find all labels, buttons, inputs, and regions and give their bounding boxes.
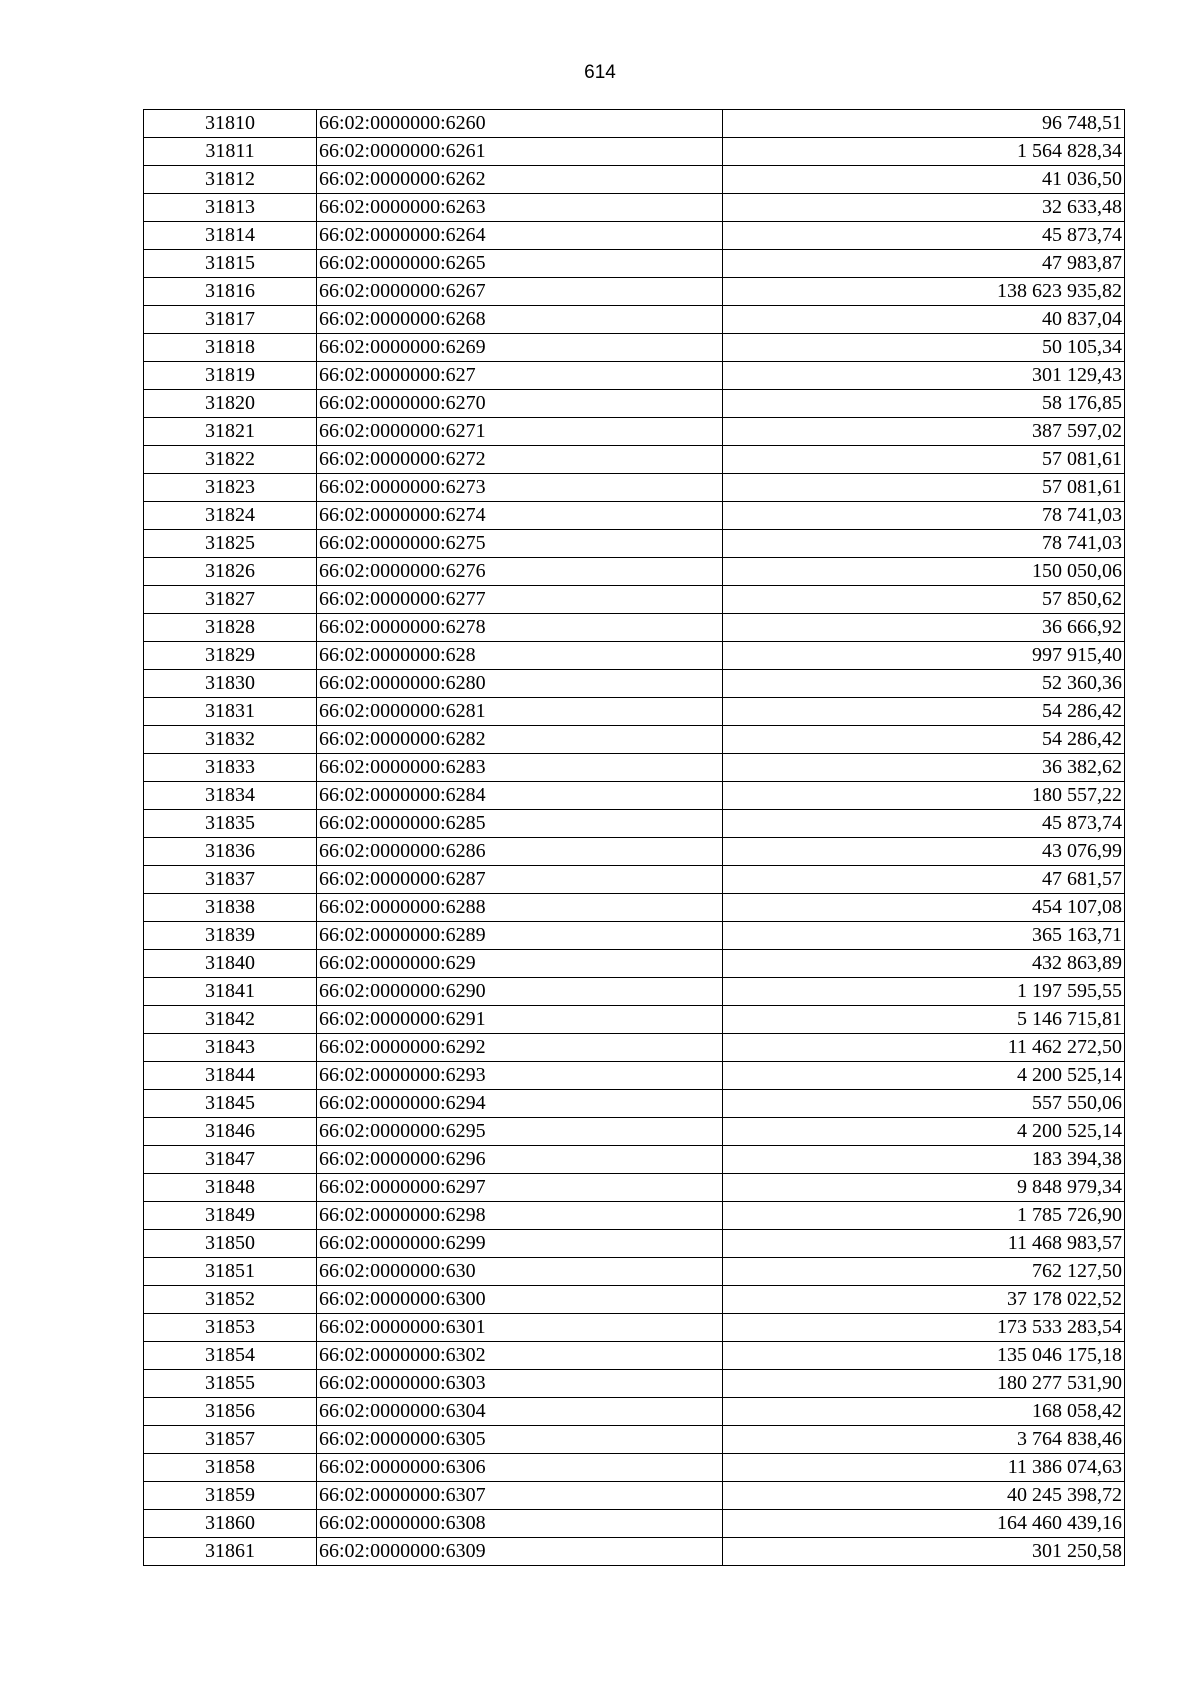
cadastral-value-cell: 4 200 525,14 [723, 1118, 1125, 1146]
row-number-cell: 31824 [144, 502, 317, 530]
table-row [144, 1006, 1125, 1034]
row-number-cell: 31852 [144, 1286, 317, 1314]
row-number-cell: 31817 [144, 306, 317, 334]
cadastral-number-cell: 66:02:0000000:6282 [317, 726, 723, 754]
cadastral-number-cell: 66:02:0000000:6292 [317, 1034, 723, 1062]
table-row [144, 698, 1125, 726]
row-number-cell: 31822 [144, 446, 317, 474]
row-number-cell: 31841 [144, 978, 317, 1006]
cadastral-number-cell: 66:02:0000000:6287 [317, 866, 723, 894]
row-number-cell: 31836 [144, 838, 317, 866]
table-row [144, 278, 1125, 306]
cadastral-number-cell: 66:02:0000000:627 [317, 362, 723, 390]
cadastral-value-cell: 997 915,40 [723, 642, 1125, 670]
cadastral-number-cell: 66:02:0000000:6269 [317, 334, 723, 362]
cadastral-number-cell: 66:02:0000000:6278 [317, 614, 723, 642]
table-row [144, 446, 1125, 474]
cadastral-number-cell: 66:02:0000000:6296 [317, 1146, 723, 1174]
row-number-cell: 31837 [144, 866, 317, 894]
table-row [144, 950, 1125, 978]
page-number: 614 [584, 62, 616, 83]
row-number-cell: 31825 [144, 530, 317, 558]
cadastral-number-cell: 66:02:0000000:6300 [317, 1286, 723, 1314]
cadastral-number-cell: 66:02:0000000:6283 [317, 754, 723, 782]
cadastral-value-cell: 11 386 074,63 [723, 1454, 1125, 1482]
cadastral-number-cell: 66:02:0000000:6264 [317, 222, 723, 250]
row-number-cell: 31847 [144, 1146, 317, 1174]
cadastral-value-cell: 173 533 283,54 [723, 1314, 1125, 1342]
cadastral-value-cell: 180 277 531,90 [723, 1370, 1125, 1398]
cadastral-number-cell: 66:02:0000000:6272 [317, 446, 723, 474]
cadastral-number-cell: 66:02:0000000:6281 [317, 698, 723, 726]
cadastral-value-cell: 78 741,03 [723, 530, 1125, 558]
cadastral-value-cell: 43 076,99 [723, 838, 1125, 866]
row-number-cell: 31832 [144, 726, 317, 754]
cadastral-number-cell: 66:02:0000000:6291 [317, 1006, 723, 1034]
row-number-cell: 31823 [144, 474, 317, 502]
table-row [144, 138, 1125, 166]
cadastral-number-cell: 66:02:0000000:6288 [317, 894, 723, 922]
row-number-cell: 31846 [144, 1118, 317, 1146]
cadastral-number-cell: 66:02:0000000:6277 [317, 586, 723, 614]
row-number-cell: 31819 [144, 362, 317, 390]
table-row [144, 1062, 1125, 1090]
table-row [144, 1230, 1125, 1258]
cadastral-number-cell: 66:02:0000000:6273 [317, 474, 723, 502]
row-number-cell: 31812 [144, 166, 317, 194]
row-number-cell: 31856 [144, 1398, 317, 1426]
cadastral-value-cell: 96 748,51 [723, 110, 1125, 138]
cadastral-number-cell: 66:02:0000000:6265 [317, 250, 723, 278]
table-row [144, 1482, 1125, 1510]
cadastral-number-cell: 66:02:0000000:6295 [317, 1118, 723, 1146]
row-number-cell: 31821 [144, 418, 317, 446]
cadastral-value-cell: 41 036,50 [723, 166, 1125, 194]
cadastral-number-cell: 66:02:0000000:6305 [317, 1426, 723, 1454]
table-row [144, 390, 1125, 418]
table-row [144, 166, 1125, 194]
row-number-cell: 31859 [144, 1482, 317, 1510]
table-row [144, 250, 1125, 278]
cadastral-value-cell: 11 468 983,57 [723, 1230, 1125, 1258]
table-row [144, 1538, 1125, 1566]
cadastral-value-cell: 78 741,03 [723, 502, 1125, 530]
row-number-cell: 31814 [144, 222, 317, 250]
row-number-cell: 31811 [144, 138, 317, 166]
cadastral-value-cell: 9 848 979,34 [723, 1174, 1125, 1202]
table-row [144, 530, 1125, 558]
table-row [144, 922, 1125, 950]
row-number-cell: 31815 [144, 250, 317, 278]
table-row [144, 782, 1125, 810]
row-number-cell: 31845 [144, 1090, 317, 1118]
table-row [144, 1258, 1125, 1286]
row-number-cell: 31842 [144, 1006, 317, 1034]
table-row [144, 1146, 1125, 1174]
table-row [144, 866, 1125, 894]
cadastral-number-cell: 66:02:0000000:6304 [317, 1398, 723, 1426]
table-row [144, 418, 1125, 446]
cadastral-number-cell: 66:02:0000000:6286 [317, 838, 723, 866]
cadastral-value-cell: 1 564 828,34 [723, 138, 1125, 166]
table-row [144, 978, 1125, 1006]
table-row [144, 1314, 1125, 1342]
cadastral-number-cell: 66:02:0000000:6303 [317, 1370, 723, 1398]
cadastral-number-cell: 66:02:0000000:6268 [317, 306, 723, 334]
row-number-cell: 31835 [144, 810, 317, 838]
cadastral-value-cell: 168 058,42 [723, 1398, 1125, 1426]
row-number-cell: 31860 [144, 1510, 317, 1538]
cadastral-number-cell: 66:02:0000000:6261 [317, 138, 723, 166]
row-number-cell: 31813 [144, 194, 317, 222]
row-number-cell: 31830 [144, 670, 317, 698]
cadastral-number-cell: 66:02:0000000:6308 [317, 1510, 723, 1538]
row-number-cell: 31850 [144, 1230, 317, 1258]
row-number-cell: 31826 [144, 558, 317, 586]
table-row [144, 754, 1125, 782]
cadastral-number-cell: 66:02:0000000:6301 [317, 1314, 723, 1342]
cadastral-value-cell: 57 850,62 [723, 586, 1125, 614]
row-number-cell: 31833 [144, 754, 317, 782]
row-number-cell: 31810 [144, 110, 317, 138]
cadastral-value-cell: 1 197 595,55 [723, 978, 1125, 1006]
table-row [144, 110, 1125, 138]
cadastral-number-cell: 66:02:0000000:6306 [317, 1454, 723, 1482]
table-row [144, 334, 1125, 362]
cadastral-number-cell: 66:02:0000000:6298 [317, 1202, 723, 1230]
row-number-cell: 31843 [144, 1034, 317, 1062]
cadastral-value-cell: 52 360,36 [723, 670, 1125, 698]
cadastral-value-cell: 54 286,42 [723, 698, 1125, 726]
table-row [144, 1370, 1125, 1398]
cadastral-value-table [143, 109, 1125, 1566]
table-row [144, 222, 1125, 250]
row-number-cell: 31861 [144, 1538, 317, 1566]
table-row [144, 1510, 1125, 1538]
cadastral-value-cell: 5 146 715,81 [723, 1006, 1125, 1034]
cadastral-value-cell: 54 286,42 [723, 726, 1125, 754]
row-number-cell: 31839 [144, 922, 317, 950]
table-row [144, 1286, 1125, 1314]
table-row [144, 586, 1125, 614]
cadastral-value-cell: 150 050,06 [723, 558, 1125, 586]
table-row [144, 670, 1125, 698]
row-number-cell: 31818 [144, 334, 317, 362]
row-number-cell: 31828 [144, 614, 317, 642]
row-number-cell: 31827 [144, 586, 317, 614]
table-row [144, 1454, 1125, 1482]
cadastral-number-cell: 66:02:0000000:6284 [317, 782, 723, 810]
cadastral-value-cell: 40 245 398,72 [723, 1482, 1125, 1510]
cadastral-number-cell: 66:02:0000000:628 [317, 642, 723, 670]
row-number-cell: 31829 [144, 642, 317, 670]
cadastral-value-cell: 11 462 272,50 [723, 1034, 1125, 1062]
table-row [144, 642, 1125, 670]
cadastral-number-cell: 66:02:0000000:6309 [317, 1538, 723, 1566]
cadastral-value-cell: 3 764 838,46 [723, 1426, 1125, 1454]
cadastral-number-cell: 66:02:0000000:6302 [317, 1342, 723, 1370]
cadastral-number-cell: 66:02:0000000:6267 [317, 278, 723, 306]
table-row [144, 1034, 1125, 1062]
row-number-cell: 31838 [144, 894, 317, 922]
cadastral-number-cell: 66:02:0000000:629 [317, 950, 723, 978]
cadastral-value-cell: 37 178 022,52 [723, 1286, 1125, 1314]
cadastral-value-cell: 36 666,92 [723, 614, 1125, 642]
cadastral-value-cell: 36 382,62 [723, 754, 1125, 782]
cadastral-number-cell: 66:02:0000000:6276 [317, 558, 723, 586]
cadastral-value-cell: 57 081,61 [723, 474, 1125, 502]
table-row [144, 474, 1125, 502]
cadastral-value-cell: 47 681,57 [723, 866, 1125, 894]
cadastral-number-cell: 66:02:0000000:6270 [317, 390, 723, 418]
cadastral-number-cell: 66:02:0000000:6271 [317, 418, 723, 446]
cadastral-number-cell: 66:02:0000000:6293 [317, 1062, 723, 1090]
cadastral-number-cell: 66:02:0000000:6285 [317, 810, 723, 838]
table-row [144, 894, 1125, 922]
table-row [144, 1426, 1125, 1454]
table-row [144, 1398, 1125, 1426]
row-number-cell: 31820 [144, 390, 317, 418]
row-number-cell: 31853 [144, 1314, 317, 1342]
row-number-cell: 31831 [144, 698, 317, 726]
row-number-cell: 31851 [144, 1258, 317, 1286]
cadastral-number-cell: 66:02:0000000:6294 [317, 1090, 723, 1118]
cadastral-value-cell: 557 550,06 [723, 1090, 1125, 1118]
cadastral-number-cell: 66:02:0000000:6289 [317, 922, 723, 950]
table-body [144, 110, 1125, 1566]
cadastral-value-cell: 58 176,85 [723, 390, 1125, 418]
cadastral-value-cell: 164 460 439,16 [723, 1510, 1125, 1538]
table-row [144, 1202, 1125, 1230]
cadastral-value-cell: 47 983,87 [723, 250, 1125, 278]
cadastral-value-cell: 45 873,74 [723, 222, 1125, 250]
cadastral-value-cell: 4 200 525,14 [723, 1062, 1125, 1090]
row-number-cell: 31858 [144, 1454, 317, 1482]
table-row [144, 306, 1125, 334]
cadastral-number-cell: 66:02:0000000:6280 [317, 670, 723, 698]
table-row [144, 502, 1125, 530]
cadastral-value-cell: 40 837,04 [723, 306, 1125, 334]
table-row [144, 838, 1125, 866]
cadastral-value-cell: 50 105,34 [723, 334, 1125, 362]
table-row [144, 1174, 1125, 1202]
table-row [144, 1342, 1125, 1370]
cadastral-number-cell: 66:02:0000000:6297 [317, 1174, 723, 1202]
row-number-cell: 31855 [144, 1370, 317, 1398]
cadastral-value-cell: 180 557,22 [723, 782, 1125, 810]
table-row [144, 558, 1125, 586]
cadastral-value-cell: 183 394,38 [723, 1146, 1125, 1174]
cadastral-value-cell: 365 163,71 [723, 922, 1125, 950]
table-row [144, 726, 1125, 754]
cadastral-number-cell: 66:02:0000000:6260 [317, 110, 723, 138]
row-number-cell: 31848 [144, 1174, 317, 1202]
row-number-cell: 31849 [144, 1202, 317, 1230]
table-row [144, 614, 1125, 642]
table-row [144, 810, 1125, 838]
table-row [144, 362, 1125, 390]
cadastral-number-cell: 66:02:0000000:6299 [317, 1230, 723, 1258]
row-number-cell: 31834 [144, 782, 317, 810]
cadastral-value-cell: 432 863,89 [723, 950, 1125, 978]
row-number-cell: 31816 [144, 278, 317, 306]
cadastral-number-cell: 66:02:0000000:6290 [317, 978, 723, 1006]
row-number-cell: 31844 [144, 1062, 317, 1090]
cadastral-value-cell: 32 633,48 [723, 194, 1125, 222]
row-number-cell: 31840 [144, 950, 317, 978]
cadastral-value-cell: 301 250,58 [723, 1538, 1125, 1566]
cadastral-number-cell: 66:02:0000000:6262 [317, 166, 723, 194]
table-row [144, 194, 1125, 222]
row-number-cell: 31857 [144, 1426, 317, 1454]
cadastral-value-cell: 45 873,74 [723, 810, 1125, 838]
row-number-cell: 31854 [144, 1342, 317, 1370]
cadastral-value-cell: 762 127,50 [723, 1258, 1125, 1286]
cadastral-value-cell: 138 623 935,82 [723, 278, 1125, 306]
cadastral-value-cell: 301 129,43 [723, 362, 1125, 390]
cadastral-number-cell: 66:02:0000000:6307 [317, 1482, 723, 1510]
cadastral-value-cell: 57 081,61 [723, 446, 1125, 474]
cadastral-value-cell: 387 597,02 [723, 418, 1125, 446]
cadastral-value-cell: 454 107,08 [723, 894, 1125, 922]
cadastral-number-cell: 66:02:0000000:6263 [317, 194, 723, 222]
cadastral-number-cell: 66:02:0000000:630 [317, 1258, 723, 1286]
cadastral-number-cell: 66:02:0000000:6275 [317, 530, 723, 558]
cadastral-value-cell: 135 046 175,18 [723, 1342, 1125, 1370]
table-row [144, 1118, 1125, 1146]
cadastral-number-cell: 66:02:0000000:6274 [317, 502, 723, 530]
cadastral-value-cell: 1 785 726,90 [723, 1202, 1125, 1230]
table-row [144, 1090, 1125, 1118]
